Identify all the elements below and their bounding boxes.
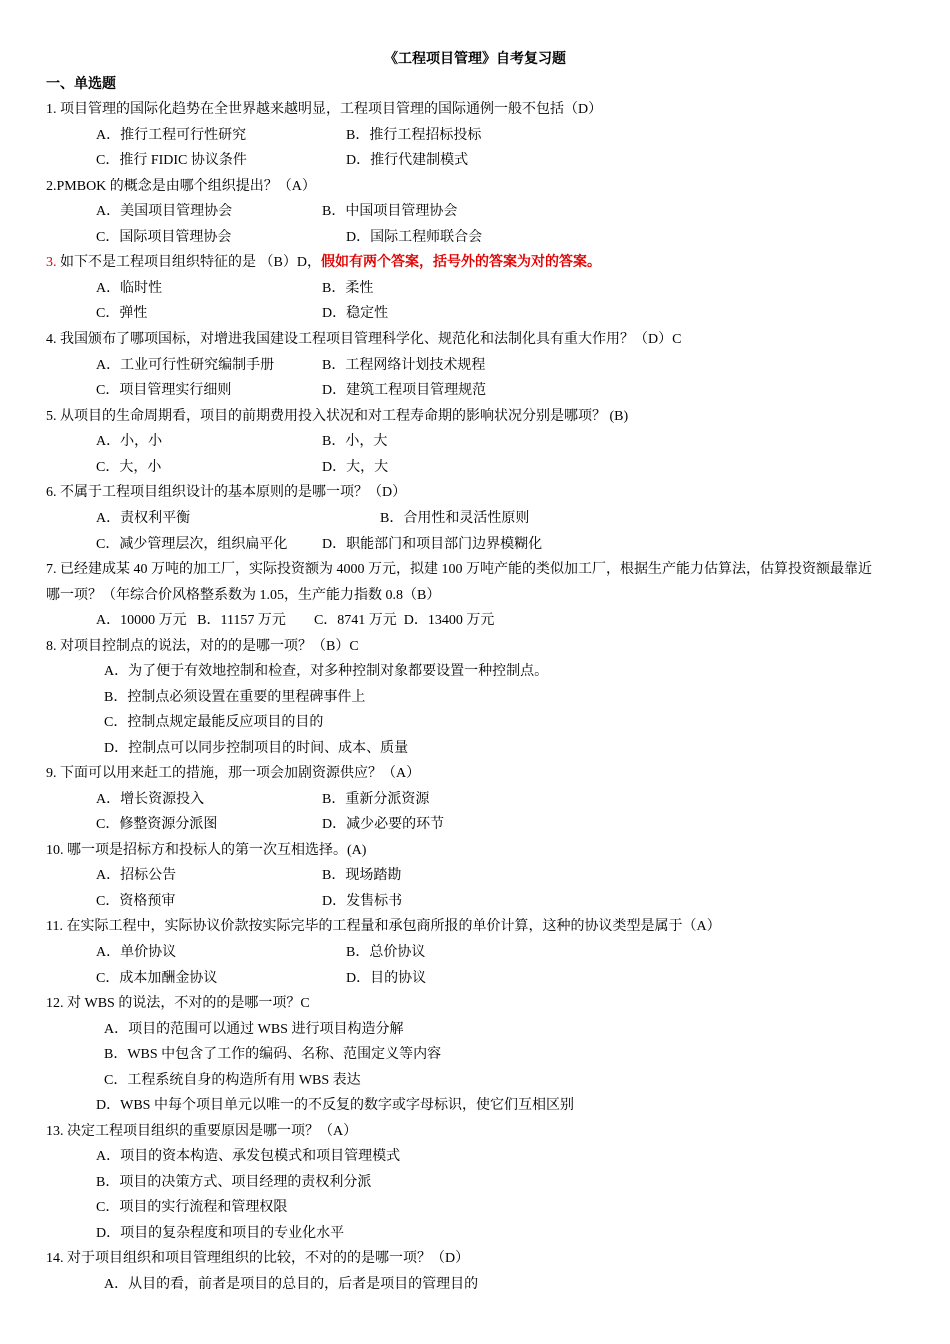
- q4-option-b: B．工程网络计划技术规程: [322, 358, 486, 373]
- question-4: 4. 我国颁布了哪项国标，对增进我国建设工程项目管理科学化、规范化和法制化具有重大作用？（D）C: [46, 332, 682, 347]
- q14-option-a: A．从目的看，前者是项目的总目的，后者是项目的管理目的: [104, 1277, 479, 1292]
- q1-option-b: B．推行工程招标投标: [346, 128, 482, 143]
- question-10: 10. 哪一项是招标方和投标人的第一次互相选择。(A): [46, 843, 367, 858]
- q12-option-b: B．WBS 中包含了工作的编码、名称、范围定义等内容: [104, 1047, 442, 1062]
- question-12: 12. 对 WBS 的说法，不对的的是哪一项？C: [46, 996, 310, 1011]
- question-2: 2.PMBOK 的概念是由哪个组织提出？（A）: [46, 179, 316, 194]
- document-title: 《工程项目管理》自考复习题: [384, 52, 566, 67]
- q1-option-c: C．推行 FIDIC 协议条件: [96, 153, 247, 168]
- q12-option-d: D．WBS 中每个项目单元以唯一的不反复的数字或字母标识，使它们互相区别: [96, 1098, 574, 1113]
- q10-option-c: C．资格预审: [96, 894, 176, 909]
- q12-option-c: C．工程系统自身的构造所有用 WBS 表达: [104, 1073, 361, 1088]
- q4-option-c: C．项目管理实行细则: [96, 383, 232, 398]
- q13-option-a: A．项目的资本构造、承发包模式和项目管理模式: [96, 1149, 401, 1164]
- q4-option-d: D．建筑工程项目管理规范: [322, 383, 487, 398]
- q4-option-a: A．工业可行性研究编制手册: [96, 358, 275, 373]
- question-3: [46, 253, 601, 273]
- q10-option-b: B．现场踏勘: [322, 868, 402, 883]
- q9-option-a: A．增长资源投入: [96, 792, 205, 807]
- q3-option-b: B．柔性: [322, 281, 374, 296]
- q3-option-c: C．弹性: [96, 306, 148, 321]
- question-5: 5. 从项目的生命周期看，项目的前期费用投入状况和对工程寿命期的影响状况分别是哪项？ (B): [46, 409, 629, 424]
- question-11: 11. 在实际工程中，实际协议价款按实际完毕的工程量和承包商所报的单价计算，这种的协议类型是属于（A）: [46, 919, 721, 934]
- q6-option-c: C．减少管理层次，组织扁平化: [96, 537, 288, 552]
- q11-option-c: C．成本加酬金协议: [96, 971, 218, 986]
- section-heading: 一、单选题: [46, 77, 116, 92]
- q9-option-b: B．重新分派资源: [322, 792, 430, 807]
- q5-option-c: C．大，小: [96, 460, 162, 475]
- q5-option-b: B．小，大: [322, 434, 388, 449]
- question-9: 9. 下面可以用来赶工的措施，那一项会加剧资源供应？（A）: [46, 766, 421, 781]
- q1-option-d: D．推行代建制模式: [346, 153, 469, 168]
- question-8: 8. 对项目控制点的说法，对的的是哪一项？（B）C: [46, 639, 359, 654]
- q9-option-d: D．减少必要的环节: [322, 817, 445, 832]
- q3-note: 假如有两个答案，括号外的答案为对的答案。: [320, 255, 601, 270]
- q8-option-a: A．为了便于有效地控制和检查，对多种控制对象都要设置一种控制点。: [104, 664, 549, 679]
- q8-option-c: C．控制点规定最能反应项目的目的: [104, 715, 324, 730]
- question-7: 7. 已经建成某 40 万吨的加工厂，实际投资额为 4000 万元，拟建 100 万吨产能的类似加工厂，根据生产能力估算法，估算投资额最靠近: [46, 562, 872, 577]
- question-7-cont: 哪一项？（年综合价风格整系数为 1.05，生产能力指数 0.8（B）: [46, 588, 441, 603]
- q7-option-b: B．11157 万元: [197, 613, 286, 628]
- q2-option-b: B．中国项目管理协会: [322, 204, 458, 219]
- q3-number: 3.: [46, 255, 57, 270]
- q11-option-d: D．目的协议: [346, 971, 427, 986]
- q8-option-b: B．控制点必须设置在重要的里程碑事件上: [104, 690, 366, 705]
- q13-option-b: B．项目的决策方式、项目经理的责权利分派: [96, 1175, 372, 1190]
- q13-option-d: D．项目的复杂程度和项目的专业化水平: [96, 1226, 345, 1241]
- q3-option-a: A．临时性: [96, 281, 163, 296]
- q2-option-c: C．国际项目管理协会: [96, 230, 232, 245]
- question-1: 1. 项目管理的国际化趋势在全世界越来越明显，工程项目管理的国际通例一般不包括（D）: [46, 102, 603, 117]
- question-6: 6. 不属于工程项目组织设计的基本原则的是哪一项？（D）: [46, 485, 407, 500]
- q1-option-a: A．推行工程可行性研究: [96, 128, 247, 143]
- q7-option-a: A．10000 万元: [96, 613, 187, 628]
- q5-option-d: D．大，大: [322, 460, 389, 475]
- q13-option-c: C．项目的实行流程和管理权限: [96, 1200, 288, 1215]
- q6-option-d: D．职能部门和项目部门边界模糊化: [322, 537, 543, 552]
- q9-option-c: C．修整资源分派图: [96, 817, 218, 832]
- q10-option-d: D．发售标书: [322, 894, 403, 909]
- q10-option-a: A．招标公告: [96, 868, 177, 883]
- q6-option-a: A．责权利平衡: [96, 511, 191, 526]
- q2-option-a: A．美国项目管理协会: [96, 204, 233, 219]
- q7-option-c: C．8741 万元: [313, 613, 397, 628]
- q7-option-d: D．13400 万元: [403, 613, 495, 628]
- q3-option-d: D．稳定性: [322, 306, 389, 321]
- q11-option-b: B．总价协议: [346, 945, 426, 960]
- question-14: 14. 对于项目组织和项目管理组织的比较，不对的的是哪一项？（D）: [46, 1251, 470, 1266]
- q3-text: 如下不是工程项目组织特征的是 （B）D，: [56, 255, 321, 270]
- q6-option-b: B．合用性和灵活性原则: [380, 511, 530, 526]
- q8-option-d: D．控制点可以同步控制项目的时间、成本、质量: [104, 741, 409, 756]
- q2-option-d: D．国际工程师联合会: [346, 230, 483, 245]
- q7-options: [96, 611, 494, 631]
- question-13: 13. 决定工程项目组织的重要原因是哪一项？（A）: [46, 1124, 358, 1139]
- q11-option-a: A．单价协议: [96, 945, 177, 960]
- q5-option-a: A．小，小: [96, 434, 163, 449]
- q12-option-a: A．项目的范围可以通过 WBS 进行项目构造分解: [104, 1022, 404, 1037]
